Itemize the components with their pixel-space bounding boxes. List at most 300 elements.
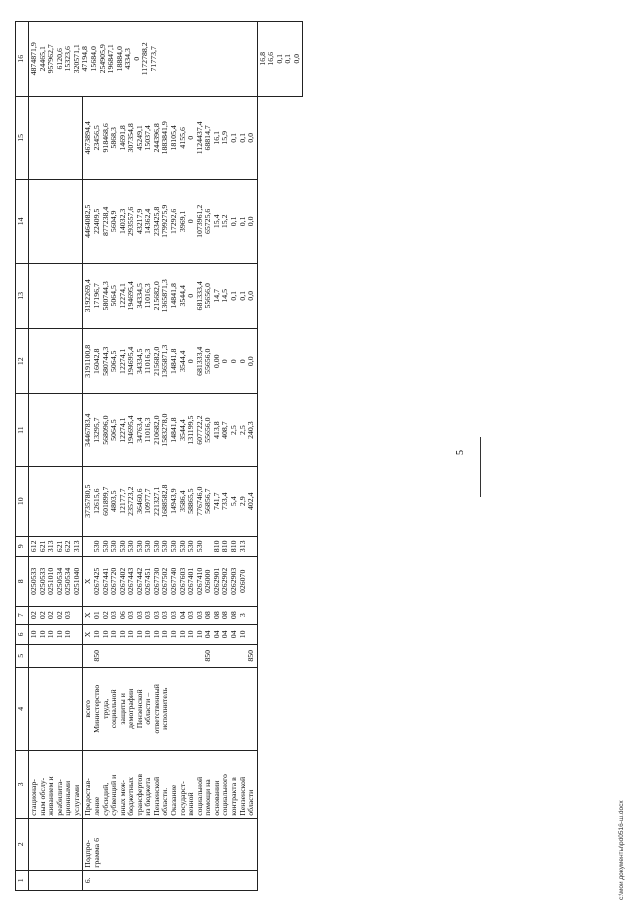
cell-line: 10 (160, 630, 170, 639)
cell-line: 0267502 (160, 567, 170, 595)
cell-line: 10 (134, 630, 144, 639)
cell-col2 (29, 818, 83, 870)
cell-line: 0262901 (211, 567, 221, 595)
cell-line: из бюджета (143, 777, 153, 816)
cell-line: 15037,4 (143, 125, 153, 151)
cell-line: 12615,6 (91, 488, 101, 514)
cell-line: 0250534 (54, 567, 64, 595)
column-number: 1 (16, 870, 29, 890)
cell-line: 0267402 (117, 567, 127, 595)
cell-line: 03 (134, 611, 144, 620)
cell-line: 55656,0 (203, 348, 213, 374)
cell-col8 (83, 557, 257, 607)
subprogram-name (83, 818, 257, 870)
cell-line: 02 (46, 611, 56, 620)
cell-line: 530 (169, 540, 178, 553)
cell-line: 1365871,3 (160, 279, 170, 313)
cell-line: 11016,3 (143, 283, 153, 309)
cell-line: 0,1 (228, 132, 238, 143)
cell-line: социального (220, 774, 230, 816)
cell-line: 5064,5 (109, 419, 119, 441)
cell-line: 4334,3 (123, 48, 133, 70)
cell-line: 45249,1 (134, 125, 144, 151)
cell-line: 08 (228, 611, 238, 620)
cell-line: 12274,1 (117, 348, 127, 374)
cell-line: 4673894,4 (83, 121, 93, 155)
cell-line: 194695,4 (126, 346, 136, 376)
cell-line: 313 (237, 540, 247, 553)
cell-line: 0251010 (46, 567, 56, 595)
cell-line: ление (91, 796, 101, 816)
cell-line: 601899,7 (100, 486, 110, 516)
cell-col7 (29, 606, 83, 624)
cell-line: 810 (220, 540, 230, 553)
cell-line: 0262903 (228, 567, 238, 595)
cell-line: 313 (71, 540, 81, 553)
cell-line: 1583278,0 (160, 413, 170, 447)
cell-line: 10 (194, 630, 204, 639)
cell-col15 (83, 96, 257, 180)
cell-line: 215682,0 (151, 346, 161, 376)
cell-line: 12274,1 (117, 283, 127, 309)
cell-line: 0 (228, 359, 238, 364)
cell-line: 1883841,9 (160, 121, 170, 155)
cell-line: 0 (186, 219, 196, 224)
cell-line: 13295,7 (91, 417, 101, 443)
cell-line: 2,9 (237, 496, 247, 507)
cell-line: 10 (169, 630, 178, 639)
cell-col13 (83, 263, 257, 328)
cell-line: 235723,2 (126, 486, 136, 516)
cell-line: 0,1 (228, 290, 238, 301)
cell-line: области. (160, 787, 170, 816)
cell-line: 01 (91, 611, 101, 620)
cell-line: Х (83, 612, 93, 618)
cell-line: 3544,4 (177, 419, 187, 441)
cell-line: 0,1 (237, 132, 247, 143)
cell-line: 2,5 (237, 425, 247, 435)
cell-line: 0,1 (237, 290, 247, 301)
cell-line: 12274,1 (117, 417, 127, 443)
cell-line: 06 (117, 611, 127, 620)
cell-line: 03 (63, 611, 73, 620)
cell-line: 530 (143, 540, 153, 553)
cell-line: 04 (220, 630, 230, 639)
cell-line: 10 (186, 630, 196, 639)
cell-line: 14841,8 (169, 348, 178, 374)
cell-line: 10 (63, 630, 73, 639)
cell-line: 17292,6 (169, 208, 178, 235)
column-number: 11 (16, 394, 29, 466)
cell-line: 026000 (203, 569, 213, 594)
cell-line: государст- (177, 781, 187, 816)
cell-line: 741,7 (211, 492, 221, 510)
cell-line: 4803,5 (109, 490, 119, 512)
cell-line: Пензенской (134, 689, 144, 729)
cell-line: ционными (63, 780, 73, 816)
cell-col14 (83, 180, 257, 264)
cell-line: 3969,1 (177, 210, 187, 233)
cell-line: 0267441 (100, 567, 110, 595)
cell-line: 04 (177, 611, 187, 620)
cell-line: 10 (100, 630, 110, 639)
cell-line: области (246, 789, 256, 816)
cell-line: 10 (177, 630, 187, 639)
cell-line: защиты и (117, 693, 127, 725)
cell-line: 14,7 (211, 289, 221, 303)
cell-line: 530 (109, 540, 119, 553)
cell-line: 0267443 (126, 567, 136, 595)
column-number: 14 (16, 180, 29, 264)
cell-line: 24465,1 (37, 46, 47, 72)
cell-line: 776746,0 (194, 486, 204, 516)
cell-line: реабилита- (54, 779, 64, 816)
cell-line: 215682,0 (151, 281, 161, 311)
cell-line: 10 (91, 630, 101, 639)
cell-line: 413,8 (211, 421, 221, 439)
cell-line: 0,0 (246, 356, 256, 367)
cell-line: 03 (151, 611, 161, 620)
cell-line: 03 (160, 611, 170, 620)
cell-line: 0 (186, 135, 196, 140)
cell-line: 02 (100, 611, 110, 620)
cell-line: 0267730 (151, 567, 161, 595)
cell-line: 14691,8 (117, 125, 127, 151)
cell-line: 16042,8 (91, 348, 101, 374)
cell-line: 2,5 (228, 425, 238, 435)
cell-line: 850 (203, 649, 213, 662)
cell-line: 0,1 (228, 216, 238, 227)
cell-line: 402,4 (246, 492, 256, 510)
column-number: 8 (16, 557, 29, 607)
cell-line: трансфертов (134, 773, 144, 816)
cell-line: 530 (177, 540, 187, 553)
cell-line: 530 (151, 540, 161, 553)
responsible-executor (83, 667, 257, 751)
column-number-row (16, 22, 29, 891)
column-number: 5 (16, 645, 29, 668)
cell-line: 612 (29, 540, 38, 553)
cell-line: Предостав- (83, 778, 93, 816)
cell-line: 15,4 (211, 214, 221, 229)
cell-line: 313 (46, 540, 56, 553)
cell-line: 580744,3 (100, 281, 110, 311)
column-number: 2 (16, 818, 29, 870)
cell-col10 (29, 466, 83, 536)
cell-line: 530 (126, 540, 136, 553)
column-number: 16 (16, 22, 29, 97)
subprogram-row-tail (257, 22, 303, 891)
cell-line: 03 (109, 611, 119, 620)
cell-line: 15,2 (220, 214, 230, 229)
cell-line: 0 (131, 56, 141, 61)
cell-line: стационар- (29, 778, 38, 816)
cell-line: 0,0 (246, 132, 256, 143)
tail-spacer (257, 96, 303, 890)
cell-line: 03 (186, 611, 196, 620)
column-number: 10 (16, 466, 29, 536)
cell-line: субвенций и (109, 774, 119, 816)
cell-line: 12177,7 (117, 488, 127, 514)
cell-line: 622 (63, 540, 73, 553)
cell-line: 408,7 (220, 421, 230, 439)
cell-line: 3191100,8 (83, 344, 93, 378)
cell-line: 810 (211, 540, 221, 553)
cell-line: 34763,4 (134, 417, 144, 443)
cell-line: 10 (151, 630, 161, 639)
cell-line: 65725,6 (203, 208, 213, 235)
cell-line: 0,0 (291, 53, 301, 64)
cell-line: грамма 6 (91, 838, 101, 868)
cell-col5 (83, 645, 257, 668)
cell-line: 15323,6 (63, 46, 73, 72)
cell-line: 3586,4 (177, 490, 187, 512)
cell-line: 607722,2 (194, 415, 204, 445)
cell-line: 23456,5 (91, 125, 101, 151)
cell-line: 08 (203, 611, 213, 620)
cell-line: 11016,3 (143, 348, 153, 374)
cell-line: 5,4 (228, 496, 238, 507)
column-number: 4 (16, 667, 29, 751)
cell-line: 0,1 (274, 53, 284, 64)
cell-line: 71773,7 (148, 46, 158, 72)
cell-line: 530 (100, 540, 110, 553)
cell-line: 10 (46, 630, 56, 639)
cell-line: основании (211, 780, 221, 816)
cell-line: 1365871,3 (160, 344, 170, 378)
cell-line: 3544,4 (177, 350, 187, 372)
cell-line: 681333,4 (194, 281, 204, 311)
cell-line: 11016,3 (143, 417, 153, 443)
cell-line: 530 (117, 540, 127, 553)
cell-line: 16,6 (266, 51, 276, 66)
cell-line: 568096,0 (100, 415, 110, 445)
column-number: 3 (16, 751, 29, 819)
cell-line: 17196,7 (91, 283, 101, 309)
cell-line: 14,5 (220, 289, 230, 303)
cell-line: 621 (54, 540, 64, 553)
cell-line: 530 (194, 540, 204, 553)
cell-col5 (29, 645, 83, 668)
cell-line: Х (83, 631, 93, 638)
cell-line: 530 (134, 540, 144, 553)
cell-line: 68814,7 (203, 125, 213, 151)
cell-line: 14841,8 (169, 283, 178, 309)
cell-line: 14943,9 (169, 488, 178, 514)
cell-line: 320571,1 (71, 44, 81, 74)
cell-line: 03 (126, 611, 136, 620)
cell-line: 0267603 (177, 567, 187, 595)
cell-line: исполнитель (160, 687, 170, 730)
cell-line: 02 (54, 611, 64, 620)
cell-line: области – (143, 692, 153, 725)
cell-line: 10 (37, 630, 47, 639)
cell-line: 10977,7 (143, 488, 153, 514)
cell-line: 14362,4 (143, 208, 153, 235)
cell-col9 (29, 536, 83, 556)
cell-line: 0250533 (37, 567, 47, 595)
cell-line: 0 (186, 359, 196, 364)
cell-line: 0267401 (186, 567, 196, 595)
cell-line: 14841,8 (169, 417, 178, 443)
cell-line: 5868,3 (109, 127, 119, 149)
cell-line: 3 (237, 613, 247, 618)
cell-col6 (29, 624, 83, 644)
cell-line: 957962,7 (46, 44, 56, 74)
cell-line: 10 (109, 630, 119, 639)
cell-line: 4155,6 (177, 127, 187, 149)
cell-line: социальной (194, 776, 204, 816)
cell-line: 03 (143, 611, 153, 620)
cell-line: 0267740 (169, 567, 178, 595)
cell-line: Министерство (91, 684, 101, 733)
cell-line: субсидий, (100, 782, 110, 816)
cell-line: услугами (71, 784, 81, 816)
cell-line: 244396,8 (151, 123, 161, 153)
cell-line: 681333,4 (194, 346, 204, 376)
cell-line: 621 (37, 540, 47, 553)
cell-line: 810 (228, 540, 238, 553)
cell-line: 18105,4 (169, 125, 178, 151)
cell-line: 233425,8 (151, 206, 161, 236)
cell-line: 6120,6 (54, 48, 64, 70)
cell-col6 (83, 624, 257, 644)
cell-col3 (29, 751, 83, 819)
cell-line: социальной (109, 689, 119, 729)
cell-line: 0267720 (109, 567, 119, 595)
cell-line: 0 (220, 359, 230, 364)
subprogram-description (83, 751, 257, 819)
cell-line: 55656,0 (203, 283, 213, 309)
cell-col12 (29, 329, 83, 394)
horizontal-rule (480, 437, 481, 497)
cell-line: 0262902 (220, 567, 230, 595)
cell-line: 0 (237, 359, 247, 364)
cell-line: 36460,6 (134, 488, 144, 514)
cell-line: 4464082,5 (83, 204, 93, 238)
column-number: 15 (16, 96, 29, 180)
cell-line: Х (83, 578, 93, 585)
cell-line: 3446783,4 (83, 413, 93, 447)
cell-line: 10 (117, 630, 127, 639)
cell-line: 02 (37, 611, 47, 620)
cell-col11 (83, 394, 257, 466)
cell-line: 0,00 (211, 354, 221, 369)
cell-line: 14032,3 (117, 208, 127, 235)
cell-line: 04 (228, 630, 238, 639)
cell-line: 18884,0 (114, 46, 124, 72)
cell-line: 3192269,4 (83, 279, 93, 313)
cell-col16-upper (29, 22, 258, 97)
cell-col4 (29, 667, 83, 751)
column-number: 7 (16, 606, 29, 624)
cell-line: 15684,0 (88, 46, 98, 72)
cell-line: 1124437,4 (194, 121, 204, 155)
cell-line: 02 (29, 611, 38, 620)
cell-line: Пензенской (151, 776, 161, 816)
cell-line: 580744,3 (100, 346, 110, 376)
cell-line: демографии (126, 688, 136, 729)
cell-line: 56856,7 (203, 488, 213, 514)
cell-line: 0267451 (143, 567, 153, 595)
budget-table (15, 21, 303, 891)
row-number: 6. (83, 870, 257, 890)
cell-line: труда, (100, 698, 110, 719)
cell-col14 (29, 180, 83, 264)
cell-line: 03 (194, 611, 204, 620)
cell-line: 15,9 (220, 131, 230, 145)
cell-col10 (83, 466, 257, 536)
cell-line: 22409,5 (91, 208, 101, 235)
cell-line: Подпро- (83, 839, 93, 868)
cell-line: 10 (143, 630, 153, 639)
cell-line: 10 (29, 630, 38, 639)
cell-col9 (83, 536, 257, 556)
cell-line: 04 (203, 630, 213, 639)
cell-line: 1688582,8 (160, 484, 170, 518)
cell-line: 240,3 (246, 421, 256, 439)
cell-line: 16,8 (257, 51, 267, 66)
cell-line: 210682,0 (151, 415, 161, 445)
cell-line: 34334,5 (134, 348, 144, 374)
cell-line: 0267442 (134, 567, 144, 595)
cell-line: 0 (186, 293, 196, 298)
cell-line: 0,1 (237, 216, 247, 227)
page-number: 5 (455, 450, 466, 455)
column-number: 12 (16, 329, 29, 394)
cell-line: 43217,9 (134, 208, 144, 235)
cell-line: 254905,9 (97, 44, 107, 74)
cell-line: 58865,5 (186, 488, 196, 514)
cell-line: 47194,8 (80, 46, 90, 72)
cell-line: 194695,4 (126, 415, 136, 445)
cell-line: 0251040 (71, 567, 81, 595)
cell-line: 3735780,5 (83, 484, 93, 518)
cell-line: 530 (91, 540, 101, 553)
cell-line: 026070 (237, 569, 247, 594)
cell-line: венной (186, 792, 196, 816)
cell-line: 3544,4 (177, 285, 187, 307)
cell-line: 850 (91, 649, 101, 662)
column-number: 6 (16, 624, 29, 644)
cell-line: 0250534 (63, 567, 73, 595)
cell-col12 (83, 329, 257, 394)
cell-line: 16,1 (211, 131, 221, 145)
cell-line: 03 (169, 611, 178, 620)
cell-line: 1799275,9 (160, 204, 170, 238)
column-number: 9 (16, 536, 29, 556)
column-number: 13 (16, 263, 29, 328)
cell-col8 (29, 557, 83, 607)
cell-line: 10 (126, 630, 136, 639)
cell-line: 4874871,9 (29, 42, 38, 76)
cell-line: всего (83, 700, 93, 718)
cell-line: Оказание (169, 784, 178, 816)
cell-line: Пензенской (237, 776, 247, 816)
file-path-footer: c:\мои документы\pd0516-ш.docx (618, 800, 625, 900)
cell-line: 733,4 (220, 492, 230, 510)
cell-line: 08 (220, 611, 230, 620)
cell-line: 0,1 (283, 53, 293, 64)
cell-line: 131199,5 (186, 415, 196, 445)
cell-line: 5064,5 (109, 285, 119, 307)
cell-line: 850 (246, 649, 256, 662)
cell-line: ответственный (151, 684, 161, 734)
cell-line: ным обслу- (37, 777, 47, 816)
cell-line: 196847,1 (106, 44, 116, 74)
cell-line: 08 (211, 611, 221, 620)
cell-line: 5604,9 (109, 210, 119, 233)
